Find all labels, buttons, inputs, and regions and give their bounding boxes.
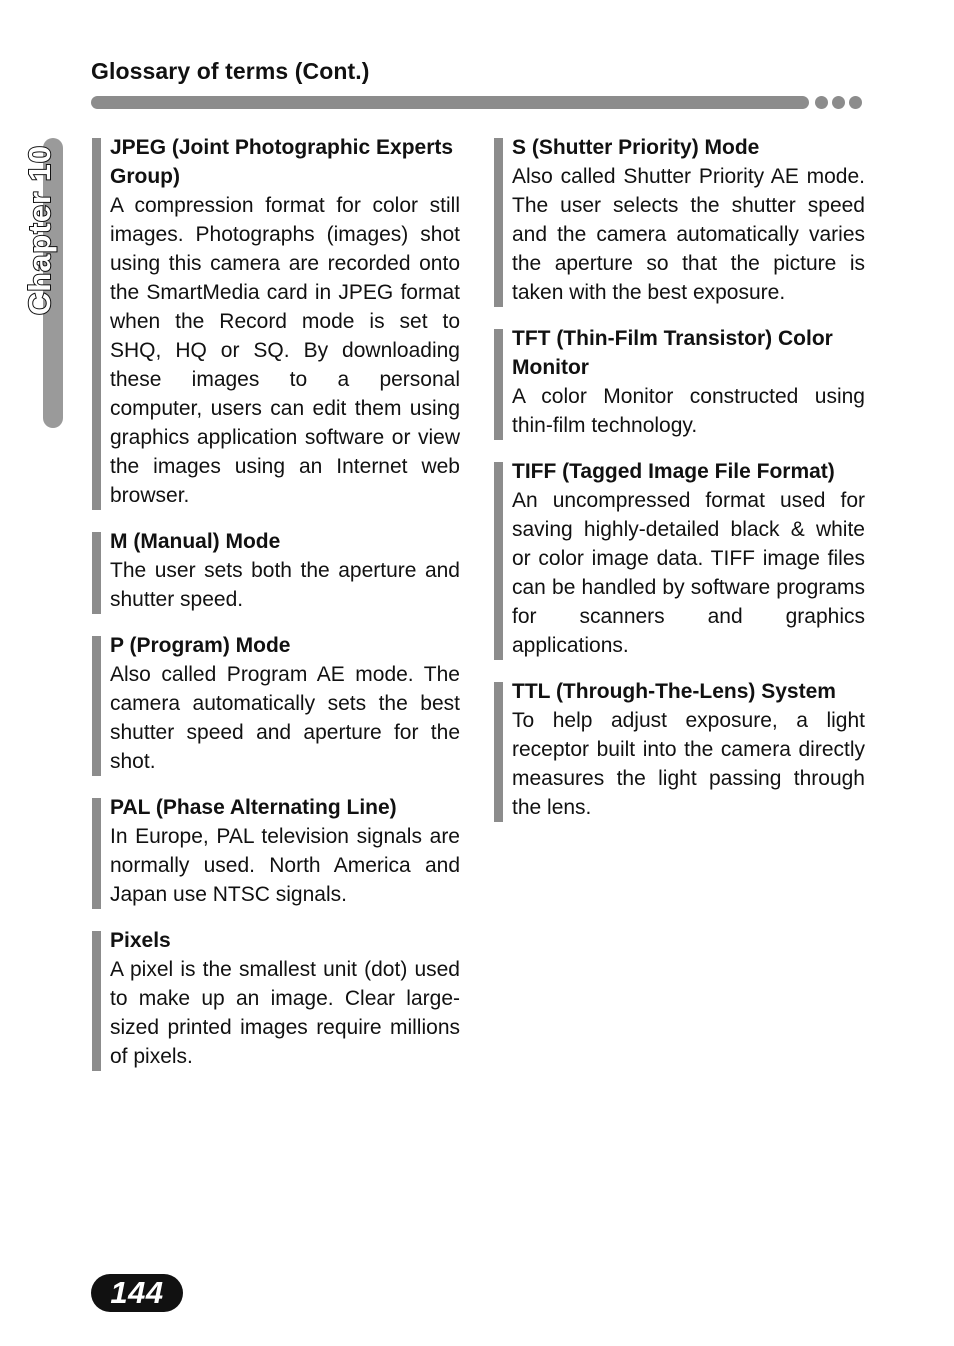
page-header-title: Glossary of terms (Cont.): [91, 58, 370, 84]
glossary-definition: An uncompressed format used for saving highly-detailed black & white or color image data. TIFF image files can be handled by software programs for scanners and graphics applications.: [512, 489, 865, 657]
glossary-definition: A compression format for color still images. Photographs (images) shot using this camera are recorded onto the SmartMedia card in JPEG format when the Record mode is set to SHQ, HQ or SQ. By downloading these images to a personal computer, users can edit them using graphics application software or view the images using an Internet web browser.: [110, 194, 460, 507]
glossary-term: JPEG (Joint Photographic Experts Group): [110, 136, 454, 188]
glossary-column-right: [494, 133, 865, 839]
glossary-column-left: [92, 133, 460, 1088]
glossary-definition: A pixel is the smallest unit (dot) used to make up an image. Clear large-sized printed images require millions of pixels.: [110, 958, 460, 1068]
glossary-entry-tft: [494, 324, 865, 440]
glossary-term: Pixels: [110, 929, 171, 952]
page-number: 144: [110, 1275, 164, 1310]
glossary-entry-ttl: [494, 677, 865, 822]
glossary-term: TTL (Through-The-Lens) System: [512, 680, 836, 703]
glossary-entry-tiff: [494, 457, 865, 660]
header-dot: [815, 96, 828, 109]
header-dot: [832, 96, 845, 109]
chapter-label: Chapter 10: [22, 144, 57, 316]
header-dot: [849, 96, 862, 109]
glossary-term: P (Program) Mode: [110, 634, 291, 657]
glossary-entry-pal: [92, 793, 460, 909]
glossary-definition: A color Monitor constructed using thin-film technology.: [512, 385, 865, 437]
glossary-definition: Also called Program AE mode. The camera automatically sets the best shutter speed and aperture for the shot.: [110, 663, 460, 773]
glossary-entry-jpeg: [92, 133, 460, 510]
glossary-definition: In Europe, PAL television signals are normally used. North America and Japan use NTSC signals.: [110, 825, 460, 906]
glossary-definition: The user sets both the aperture and shutter speed.: [110, 559, 460, 611]
glossary-entry-program-mode: [92, 631, 460, 776]
header-rule: [91, 96, 809, 109]
glossary-term: M (Manual) Mode: [110, 530, 281, 553]
glossary-definition: Also called Shutter Priority AE mode. The user selects the shutter speed and the camera automatically varies the aperture so that the picture is taken with the best exposure.: [512, 165, 865, 304]
page-number-badge: [91, 1274, 183, 1312]
glossary-term: TFT (Thin-Film Transistor) Color Monitor: [512, 327, 833, 379]
glossary-term: S (Shutter Priority) Mode: [512, 136, 760, 159]
glossary-term: PAL (Phase Alternating Line): [110, 796, 397, 819]
glossary-term: TIFF (Tagged Image File Format): [512, 460, 835, 483]
glossary-entry-manual-mode: [92, 527, 460, 614]
header-dots: [815, 96, 862, 109]
glossary-definition: To help adjust exposure, a light receptor built into the camera directly measures the light passing through the lens.: [512, 709, 865, 819]
glossary-entry-shutter-priority: [494, 133, 865, 307]
glossary-entry-pixels: [92, 926, 460, 1071]
